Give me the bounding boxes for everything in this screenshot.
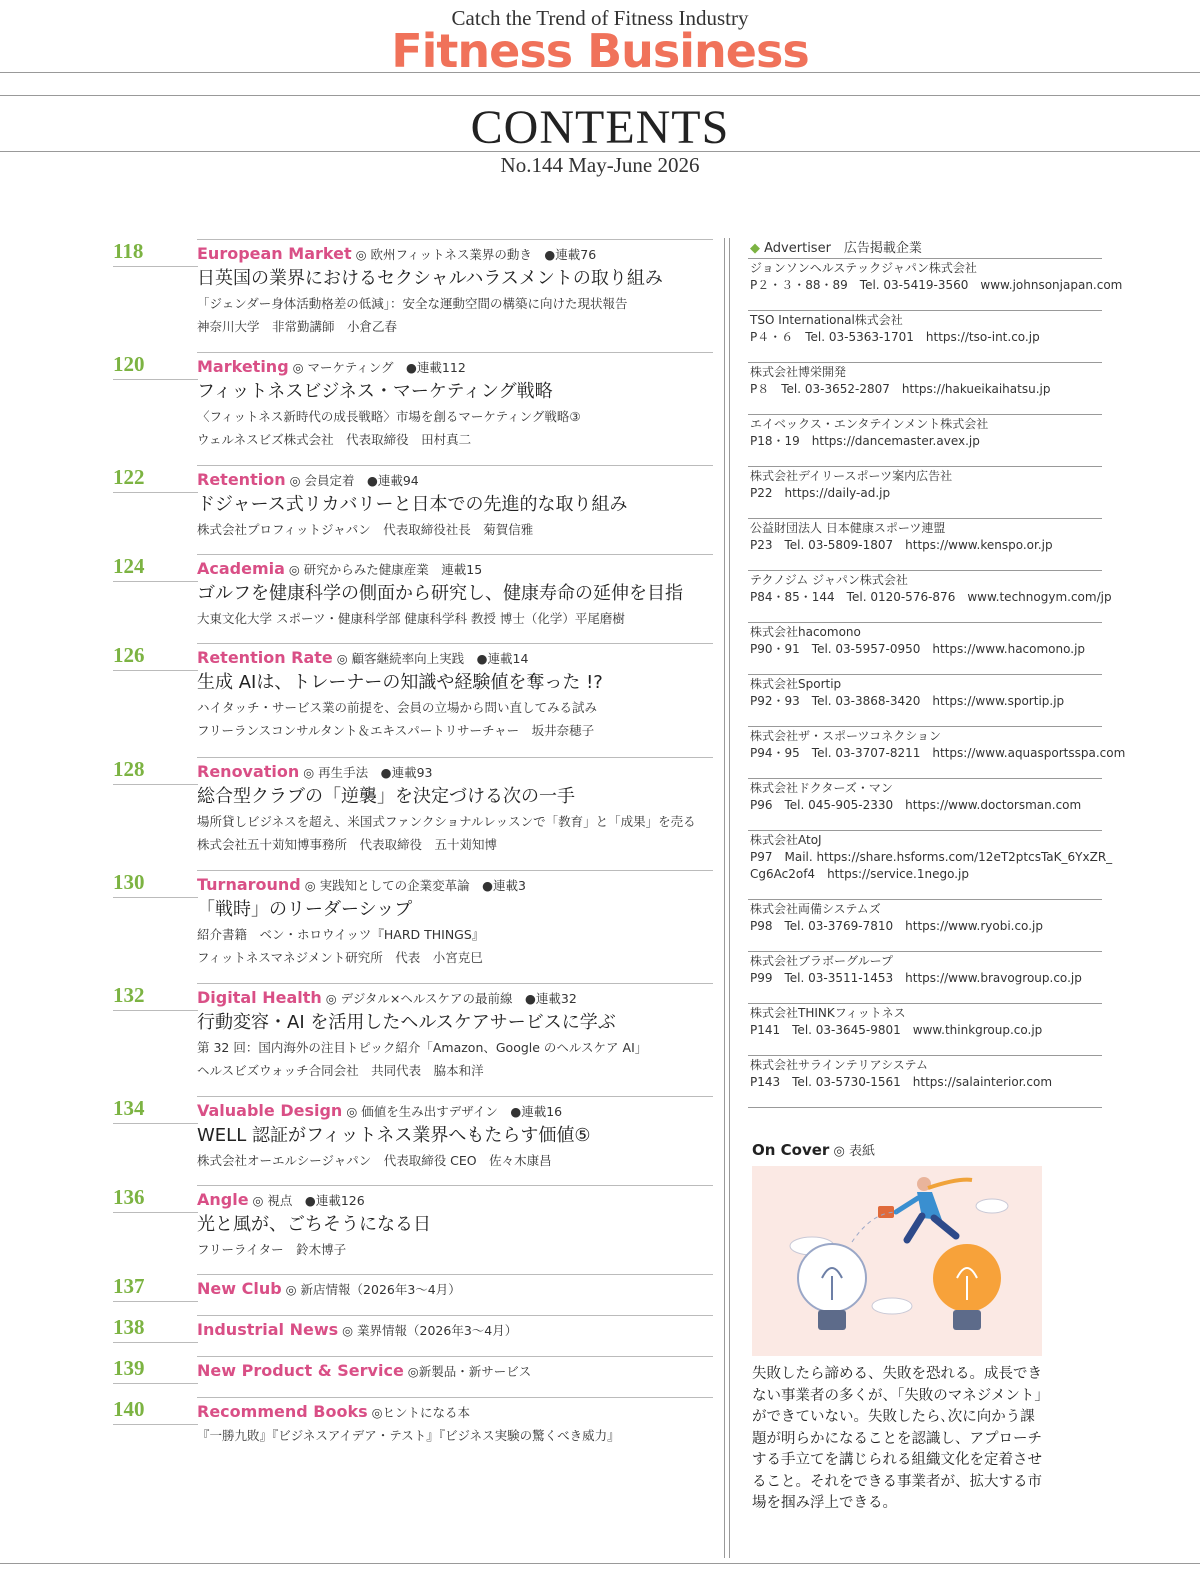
advertiser-name: 株式会社両備システムズ — [750, 902, 881, 916]
toc-entry-body — [197, 243, 717, 338]
toc-number-rule — [113, 1383, 198, 1384]
toc-section: ◎ 業界情報（2026年3～4月） — [342, 1323, 518, 1338]
advertiser-name: TSO International株式会社 — [750, 313, 903, 327]
advertiser-name: ジョンソンヘルステックジャパン株式会社 — [750, 261, 977, 275]
advertiser-info: P23 Tel. 03-5809-1807 https://www.kenspo.or.jp — [750, 538, 1053, 552]
toc-number-rule — [113, 1212, 198, 1213]
toc-category: Retention — [197, 470, 286, 489]
toc-head-line — [197, 558, 717, 581]
advertiser-name: 株式会社hacomono — [750, 625, 861, 639]
advertiser-info: P99 Tel. 03-3511-1453 https://www.bravogroup.co.jp — [750, 971, 1082, 985]
advertiser-item — [750, 1005, 1102, 1039]
advertiser-rule — [748, 518, 1102, 519]
cover-illustration-svg — [752, 1166, 1042, 1356]
toc-head-line — [197, 1278, 717, 1301]
toc-entry-rule — [197, 1274, 713, 1275]
toc-head-line — [197, 1100, 717, 1123]
advertiser-item — [750, 364, 1102, 398]
toc-entry-rule — [197, 757, 713, 758]
toc-entry-body — [197, 647, 717, 742]
advertiser-rule — [748, 1055, 1102, 1056]
toc-title: 総合型クラブの「逆襲」を決定づける次の一手 — [197, 786, 575, 807]
toc-entry-body — [197, 1278, 717, 1301]
toc-section: ◎ 価値を生み出すデザイン ●連載16 — [346, 1104, 563, 1119]
toc-page-number: 140 — [113, 1397, 145, 1421]
toc-entry-rule — [197, 465, 713, 466]
toc-category: Recommend Books — [197, 1402, 368, 1421]
advertiser-name: 株式会社博栄開発 — [750, 365, 847, 379]
toc-number-rule — [113, 1424, 198, 1425]
toc-head-line — [197, 874, 717, 897]
toc-page-number: 139 — [113, 1356, 145, 1380]
toc-subline: ハイタッチ・サービス業の前提を、会員の立場から問い直してみる試み — [197, 700, 598, 715]
toc-category: New Club — [197, 1279, 282, 1298]
toc-entry-body — [197, 874, 717, 969]
advertiser-item — [750, 312, 1102, 346]
toc-section: ◎ 欧州フィットネス業界の動き ●連載76 — [355, 247, 597, 262]
advertiser-name: 株式会社Sportip — [750, 677, 842, 691]
advertiser-item — [750, 624, 1102, 658]
toc-number-rule — [113, 1342, 198, 1343]
toc-number-rule — [113, 897, 198, 898]
toc-title: 行動変容・AI を活用したヘルスケアサービスに学ぶ — [197, 1012, 616, 1033]
toc-number-rule — [113, 581, 198, 582]
toc-entry-body — [197, 1319, 717, 1342]
toc-category: New Product & Service — [197, 1361, 404, 1380]
advertiser-name: 株式会社AtoJ — [750, 833, 822, 847]
cover-label: On Cover — [752, 1141, 830, 1159]
toc-page-number: 132 — [113, 983, 145, 1007]
advertiser-name: 株式会社サラインテリアシステム — [750, 1058, 928, 1072]
advertiser-info: Cg6Ac2of4 https://service.1nego.jp — [750, 867, 970, 881]
toc-page-number: 120 — [113, 352, 145, 376]
toc-title: 光と風が、ごちそうになる日 — [197, 1214, 431, 1235]
toc-category: Renovation — [197, 762, 300, 781]
column-divider-left — [724, 238, 725, 1558]
cover-description: 失敗したら諦める、失敗を恐れる。成長できない事業者の多くが、「失敗のマネジメント」ができていない。失敗したら､次に向かう課題が明らかになることを認識し、アプローチする手立てを講じられる組織文化を定着させること。それをできる事業者が、拡大する市場を掴み浮上できる。 — [752, 1366, 1042, 1511]
header-rule-top — [0, 72, 1200, 73]
advertiser-item — [750, 260, 1123, 294]
advertiser-rule — [748, 830, 1102, 831]
toc-page-number: 128 — [113, 757, 145, 781]
issue-number: No.144 May-June 2026 — [500, 153, 700, 177]
toc-subline: 場所貸しビジネスを超え、米国式ファンクショナルレッスンで「教育」と「成果」を売る — [197, 814, 696, 829]
toc-section: ◎ 顧客継続率向上実践 ●連載14 — [336, 651, 529, 666]
header-rule-bottom — [0, 151, 1200, 152]
toc-head-line — [197, 356, 717, 379]
toc-category: Angle — [197, 1190, 249, 1209]
toc-section: ◎ 新店情報（2026年3～4月） — [285, 1282, 461, 1297]
advertiser-name: 株式会社ブラボーグループ — [750, 954, 894, 968]
advertiser-item — [750, 728, 1126, 762]
toc-entry-body — [197, 987, 717, 1082]
advertiser-rule — [748, 570, 1102, 571]
toc-entry-rule — [197, 352, 713, 353]
advertiser-item — [750, 572, 1112, 606]
footer-rule — [0, 1563, 1200, 1564]
toc-entry-body — [197, 1100, 717, 1172]
toc-entry-rule — [197, 643, 713, 644]
toc-head-line — [197, 469, 717, 492]
toc-subline: 「ジェンダー身体活動格差の低減」：安全な運動空間の構築に向けた現状報告 — [197, 296, 628, 311]
toc-page-number: 130 — [113, 870, 145, 894]
toc-subline: フリーライター 鈴木博子 — [197, 1242, 347, 1257]
advertiser-info: P141 Tel. 03-3645-9801 www.thinkgroup.co.jp — [750, 1023, 1043, 1037]
advertiser-rule — [748, 414, 1102, 415]
advertiser-info: P94・95 Tel. 03-3707-8211 https://www.aquasportsspa.com — [750, 746, 1126, 760]
toc-number-rule — [113, 1010, 198, 1011]
toc-section: ◎ マーケティング ●連載112 — [292, 360, 466, 375]
toc-number-rule — [113, 492, 198, 493]
toc-page-number: 137 — [113, 1274, 145, 1298]
toc-entry-body — [197, 1360, 717, 1383]
advertiser-info: P143 Tel. 03-5730-1561 https://salainterior.com — [750, 1075, 1053, 1089]
toc-page-number: 124 — [113, 554, 145, 578]
advertiser-info: P96 Tel. 045-905-2330 https://www.doctorsman.com — [750, 798, 1082, 812]
toc-section: ◎ 会員定着 ●連載94 — [289, 473, 419, 488]
toc-section: ◎ 視点 ●連載126 — [252, 1193, 365, 1208]
toc-title: 生成 AIは、トレーナーの知識や経験値を奪った !? — [197, 672, 603, 693]
toc-entry-body — [197, 1189, 717, 1261]
advertiser-rule — [748, 466, 1102, 467]
advertiser-rule — [748, 362, 1102, 363]
toc-entry-rule — [197, 1356, 713, 1357]
advertiser-heading-text: Advertiser 広告掲載企業 — [764, 241, 922, 256]
toc-title: フィットネスビジネス・マーケティング戦略 — [197, 381, 553, 402]
toc-number-rule — [113, 1301, 198, 1302]
toc-head-line — [197, 1319, 717, 1342]
toc-number-rule — [113, 379, 198, 380]
toc-number-rule — [113, 266, 198, 267]
toc-title: ゴルフを健康科学の側面から研究し、健康寿命の延伸を目指 — [197, 583, 683, 604]
toc-entry-rule — [197, 554, 713, 555]
advertiser-name: 株式会社デイリースポーツ案内広告社 — [750, 469, 953, 483]
advertiser-rule — [748, 258, 1102, 259]
toc-subline: 神奈川大学 非常勤講師 小倉乙春 — [197, 319, 398, 334]
advertiser-item — [750, 1057, 1102, 1091]
advertiser-info: P４・６ Tel. 03-5363-1701 https://tso-int.co.jp — [750, 330, 1040, 344]
toc-section: ◎ 再生手法 ●連載93 — [303, 765, 433, 780]
toc-number-rule — [113, 1123, 198, 1124]
toc-number-rule — [113, 670, 198, 671]
toc-page-number: 134 — [113, 1096, 145, 1120]
toc-title: ドジャース式リカバリーと日本での先進的な取り組み — [197, 494, 628, 515]
advertiser-heading — [750, 237, 922, 256]
toc-entry-rule — [197, 239, 713, 240]
toc-head-line — [197, 987, 717, 1010]
toc-category: Digital Health — [197, 988, 322, 1007]
toc-entry-rule — [197, 1397, 713, 1398]
toc-category: Valuable Design — [197, 1101, 343, 1120]
toc-subline: 『一勝九敗』『ビジネスアイデア・テスト』『ビジネス実験の驚くべき威力』 — [197, 1428, 620, 1443]
toc-page-number: 136 — [113, 1185, 145, 1209]
toc-entry-rule — [197, 1185, 713, 1186]
toc-section: ◎ デジタル×ヘルスケアの最前線 ●連載32 — [325, 991, 577, 1006]
advertiser-rule — [748, 899, 1102, 900]
cover-heading — [752, 1140, 875, 1159]
advertiser-rule — [748, 674, 1102, 675]
diamond-icon: ◆ — [750, 241, 760, 256]
toc-title: WELL 認証がフィットネス業界へもたらす価値⑤ — [197, 1125, 591, 1146]
advertiser-item — [750, 832, 1113, 883]
toc-page-number: 126 — [113, 643, 145, 667]
toc-category: Marketing — [197, 357, 289, 376]
header-rule-mid — [0, 95, 1200, 96]
toc-section: ◎ 実践知としての企業変革論 ●連載3 — [304, 878, 526, 893]
toc-title: 「戦時」のリーダーシップ — [197, 899, 413, 920]
toc-entry-body — [197, 469, 717, 541]
toc-head-line — [197, 1401, 717, 1424]
toc-section: ◎ヒントになる本 — [371, 1405, 471, 1420]
toc-entry-body — [197, 1401, 717, 1447]
tagline: Catch the Trend of Fitness Industry — [451, 6, 749, 30]
advertiser-name: 株式会社ドクターズ・マン — [750, 781, 893, 795]
cover-illustration — [752, 1166, 1042, 1356]
advertiser-info: P８ Tel. 03-3652-2807 https://hakueikaihatsu.jp — [750, 382, 1051, 396]
toc-section: ◎新製品・新サービス — [407, 1364, 532, 1379]
toc-number-rule — [113, 784, 198, 785]
advertiser-name: 公益財団法人 日本健康スポーツ連盟 — [750, 521, 946, 535]
advertiser-info: P90・91 Tel. 03-5957-0950 https://www.hacomono.jp — [750, 642, 1086, 656]
toc-subline: 紹介書籍 ベン・ホロウイッツ『HARD THINGS』 — [197, 927, 485, 942]
advertiser-name: エイベックス・エンタテインメント株式会社 — [750, 417, 989, 431]
toc-category: Turnaround — [197, 875, 301, 894]
advertiser-rule — [748, 726, 1102, 727]
advertiser-rule — [748, 1003, 1102, 1004]
advertiser-info: P97 Mail. https://share.hsforms.com/12eT2ptcsTaK_6YxZR_ — [750, 850, 1113, 864]
advertiser-name: 株式会社ザ・スポーツコネクション — [750, 729, 942, 743]
toc-category: Retention Rate — [197, 648, 333, 667]
toc-subline: 株式会社オーエルシージャパン 代表取締役 CEO 佐々木康昌 — [197, 1153, 552, 1168]
toc-subline: ヘルスビズウォッチ合同会社 共同代表 脇本和洋 — [197, 1063, 484, 1078]
advertiser-rule — [748, 1107, 1102, 1108]
advertiser-item — [750, 676, 1102, 710]
advertiser-item — [750, 780, 1102, 814]
advertiser-info: P84・85・144 Tel. 0120-576-876 www.technogym.com/jp — [750, 590, 1112, 604]
toc-title: 日英国の業界におけるセクシャルハラスメントの取り組み — [197, 268, 663, 289]
toc-category: European Market — [197, 244, 352, 263]
toc-subline: 第 32 回：国内海外の注目トピック紹介「Amazon、Google のヘルスケア AI」 — [197, 1040, 648, 1055]
toc-subline: フリーランスコンサルタント＆エキスパートリサーチャー 坂井奈穂子 — [197, 723, 595, 738]
toc-head-line — [197, 1189, 717, 1212]
toc-entry-rule — [197, 1096, 713, 1097]
advertiser-item — [750, 520, 1102, 554]
toc-subline: 〈フィットネス新時代の成長戦略〉市場を創るマーケティング戦略③ — [197, 409, 581, 424]
toc-head-line — [197, 1360, 717, 1383]
column-divider-right — [729, 238, 730, 1558]
advertiser-rule — [748, 310, 1102, 311]
toc-page-number: 138 — [113, 1315, 145, 1339]
toc-category: Academia — [197, 559, 285, 578]
advertiser-rule — [748, 778, 1102, 779]
cover-sublabel: ◎ 表紙 — [833, 1144, 875, 1159]
advertiser-name: テクノジム ジャパン株式会社 — [750, 573, 908, 587]
toc-entry-rule — [197, 983, 713, 984]
toc-entry-body — [197, 761, 717, 856]
advertiser-info: P18・19 https://dancemaster.avex.jp — [750, 434, 980, 448]
advertiser-info: P２・３・88・89 Tel. 03-5419-3560 www.johnsonjapan.com — [750, 278, 1123, 292]
advertiser-item — [750, 901, 1102, 935]
toc-entry-body — [197, 356, 717, 451]
advertiser-rule — [748, 622, 1102, 623]
advertiser-info: P92・93 Tel. 03-3868-3420 https://www.sportip.jp — [750, 694, 1065, 708]
toc-subline: ウェルネスビズ株式会社 代表取締役 田村真二 — [197, 432, 472, 447]
toc-section: ◎ 研究からみた健康産業 連載15 — [288, 562, 483, 577]
advertiser-rule — [748, 951, 1102, 952]
toc-head-line — [197, 761, 717, 784]
brand-logo: Fitness Business — [391, 24, 809, 78]
toc-entry-rule — [197, 870, 713, 871]
toc-entry-body — [197, 558, 717, 630]
toc-head-line — [197, 647, 717, 670]
advertiser-name: 株式会社THINKフィットネス — [750, 1006, 906, 1020]
advertiser-item — [750, 416, 1102, 450]
advertiser-item — [750, 468, 1102, 502]
advertiser-info: P98 Tel. 03-3769-7810 https://www.ryobi.co.jp — [750, 919, 1043, 933]
advertiser-item — [750, 953, 1102, 987]
toc-subline: 大東文化大学 スポーツ・健康科学部 健康科学科 教授 博士（化学）平尾磨樹 — [197, 611, 625, 626]
toc-head-line — [197, 243, 717, 266]
toc-page-number: 118 — [113, 239, 144, 263]
toc-entry-rule — [197, 1315, 713, 1316]
toc-subline: 株式会社五十苅知博事務所 代表取締役 五十苅知博 — [197, 837, 498, 852]
page-title: CONTENTS — [470, 101, 730, 154]
toc-category: Industrial News — [197, 1320, 339, 1339]
toc-subline: 株式会社プロフィットジャパン 代表取締役社長 菊賀信雅 — [197, 522, 534, 537]
toc-subline: フィットネスマネジメント研究所 代表 小宮克巳 — [197, 950, 483, 965]
advertiser-info: P22 https://daily-ad.jp — [750, 486, 891, 500]
toc-page-number: 122 — [113, 465, 145, 489]
